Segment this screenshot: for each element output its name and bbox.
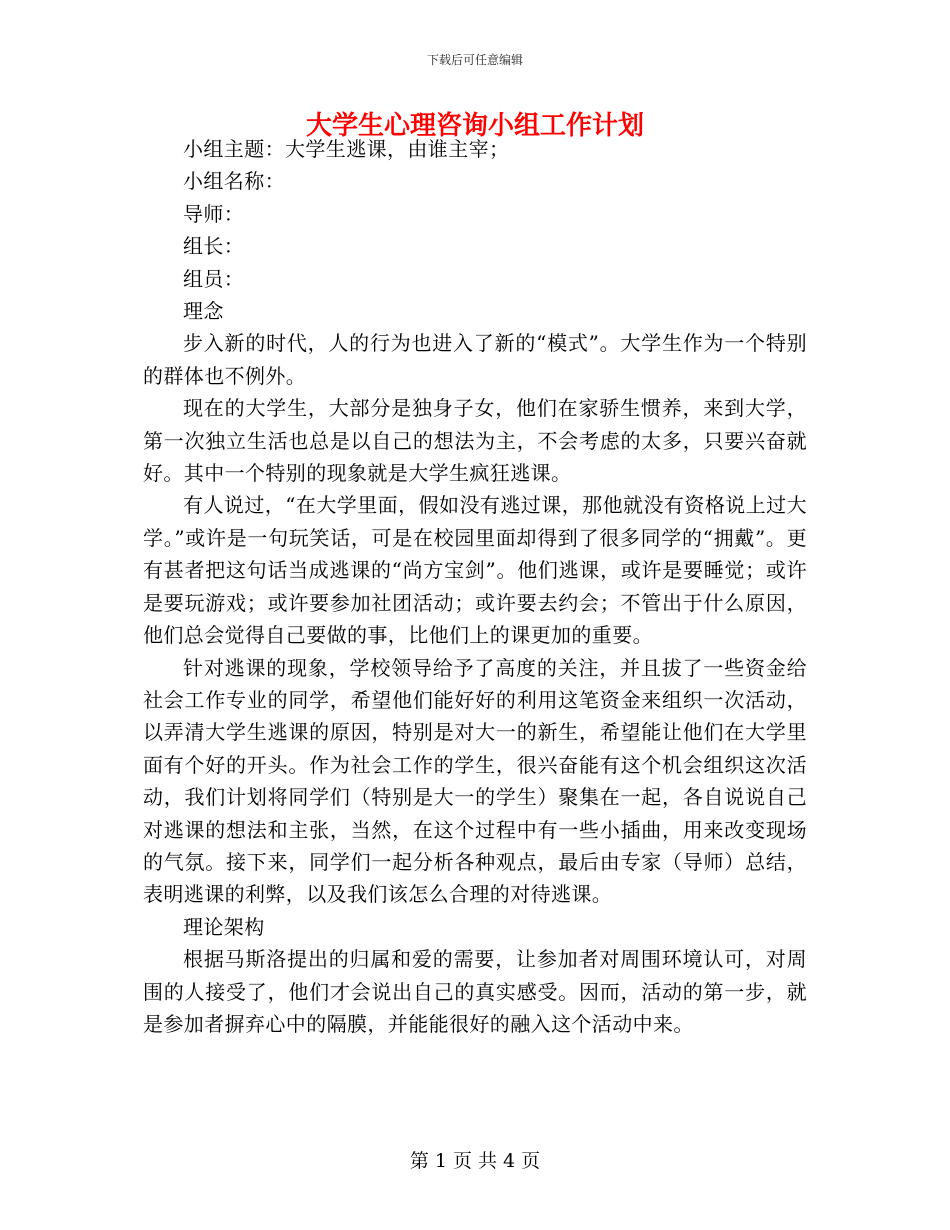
members-line: 组员： [183,266,245,291]
section-heading-concept: 理念 [183,299,224,324]
page-header-note: 下载后可任意编辑 [426,53,523,67]
paragraph: 步入新的时代，人的行为也进入了新的“模式”。大学生作为一个特别的群体也不例外。 [143,331,807,388]
paragraph: 根据马斯洛提出的归属和爱的需要，让参加者对周围环境认可，对周围的人接受了，他们才会说出自己的真实感受。因而，活动的第一步，就是参加者摒弃心中的隔膜，并能能很好的融入这个活动中来。 [143,947,807,1036]
page-number: 第 1 页 共 4 页 [409,1150,541,1172]
leader-line: 组长： [183,234,245,259]
paragraph: 有人说过，“在大学里面，假如没有逃过课，那他就没有资格说上过大学。”或许是一句玩笑话，可是在校园里面却得到了很多同学的“拥戴”。更有甚者把这句话当成逃课的“尚方宝剑”。他们逃课，或许是要睡觉；或许是要玩游戏；或许要参加社团活动；或许要去约会；不管出于什么原因，他们总会觉得自己要做的事，比他们上的课更加的重要。 [143,493,807,648]
paragraph: 现在的大学生，大部分是独身子女，他们在家骄生惯养，来到大学，第一次独立生活也总是以自己的想法为主，不会考虑的太多，只要兴奋就好。其中一个特别的现象就是大学生疯狂逃课。 [143,396,807,486]
document-title: 大学生心理咨询小组工作计划 [305,111,644,141]
section-heading-theory: 理论架构 [183,914,265,939]
document-body [143,133,807,1040]
group-theme-line: 小组主题：大学生逃课，由谁主宰； [183,137,510,161]
group-name-line: 小组名称： [183,169,285,194]
mentor-line: 导师： [183,201,245,226]
paragraph: 针对逃课的现象，学校领导给予了高度的关注，并且拔了一些资金给社会工作专业的同学，希望他们能好好的利用这笔资金来组织一次活动，以弄清大学生逃课的原因，特别是对大一的新生，希望能让他们在大学里面有个好的开头。作为社会工作的学生，很兴奋能有这个机会组织这次活动，我们计划将同学们（特别是大一的学生）聚集在一起，各自说说自己对逃课的想法和主张，当然，在这个过程中有一些小插曲，用来改变现场的气氛。接下来，同学们一起分析各种观点，最后由专家（导师）总结，表明逃课的利弊，以及我们该怎么合理的对待逃课。 [143,655,807,907]
